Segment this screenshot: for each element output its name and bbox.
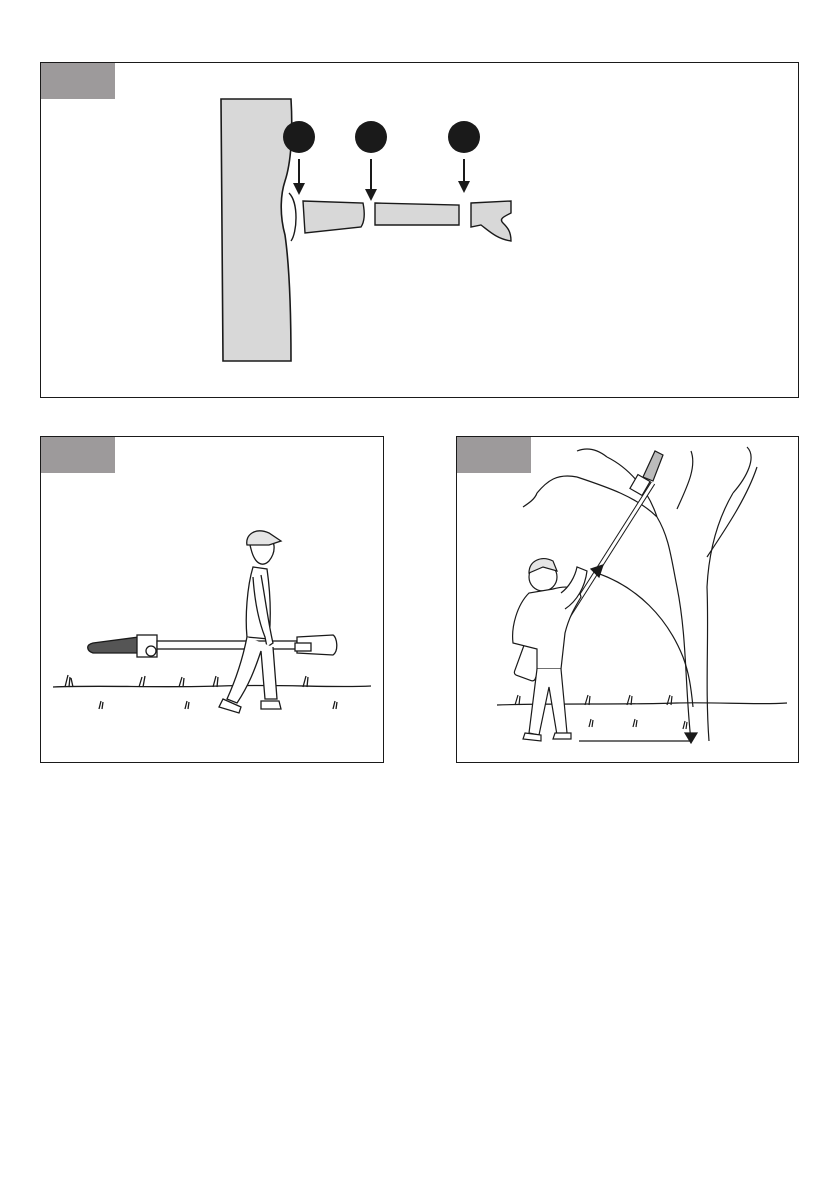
pruning-illustration	[41, 63, 799, 398]
step-marker-3	[448, 121, 480, 193]
carrying-illustration	[41, 437, 384, 763]
tree-trunk	[221, 99, 292, 361]
branch-segment-3	[471, 201, 511, 241]
figure-carrying-pole-saw	[40, 436, 384, 763]
figure-operating-pole-saw	[456, 436, 799, 763]
angle-indicator	[579, 565, 697, 743]
branch-segment-1	[303, 201, 364, 233]
branch-segment-2	[375, 203, 459, 225]
step-marker-2	[355, 121, 387, 201]
grass-tufts	[65, 675, 337, 709]
operating-illustration	[457, 437, 799, 763]
figure-pruning-sequence	[40, 62, 799, 398]
pole-saw	[88, 635, 337, 657]
